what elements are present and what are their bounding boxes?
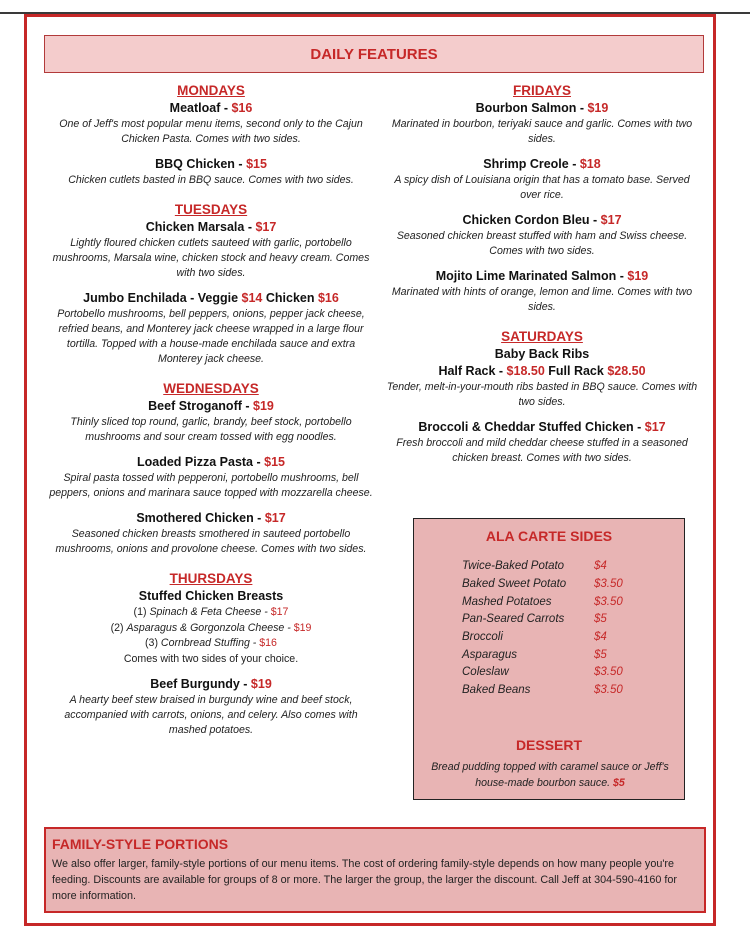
item-name: Meatloaf - [169, 101, 232, 115]
item-price: $15 [246, 157, 267, 171]
full-rack-label: Full Rack [544, 364, 608, 378]
menu-item-bbq-chicken [48, 156, 374, 188]
item-description: Chicken cutlets basted in BBQ sauce. Comes with two sides. [68, 174, 354, 186]
day-heading-saturdays: SATURDAYS [501, 329, 583, 344]
menu-item-smothered-chicken [48, 510, 374, 557]
menu-item-stuffed-chicken-breasts [48, 588, 374, 667]
item-name: BBQ Chicken - [155, 157, 247, 171]
item-price: $17 [255, 220, 277, 234]
item-name: Bourbon Salmon - [475, 101, 588, 115]
day-heading-mondays: MONDAYS [177, 83, 245, 98]
item-name: Beef Burgundy - [150, 676, 251, 691]
menu-item-meatloaf [48, 100, 374, 147]
item-name: Baby Back Ribs [494, 347, 590, 361]
full-rack-price: $28.50 [607, 364, 646, 378]
item-description: Marinated with hints of orange, lemon and lime. Comes with two sides. [391, 286, 693, 313]
ala-carte-sides-panel: ALA CARTE SIDES Twice-Baked Potato $4 Baked Sweet Potato $3.50 Mashed Potatoes $3.50 Pan-Seared Carrots $5 Broccoli $4 Asparagus $5 Coleslaw $3.50 Baked Beans $3.50 DESSERT Bread pudding topped with caramel sauce or Jeff's house-made bourbon sauce. $5 [413, 518, 685, 800]
dessert-description: Bread pudding topped with caramel sauce or Jeff's house-made bourbon sauce. $5 [431, 761, 669, 789]
item-name: Beef Stroganoff - [148, 399, 253, 413]
option-1: (1) Spinach & Feta Cheese - $17 [133, 606, 289, 618]
item-price: $17 [264, 511, 286, 525]
family-style-panel [44, 827, 706, 913]
day-heading-tuesdays: TUESDAYS [174, 202, 248, 217]
chicken-label: Chicken [262, 291, 318, 305]
option-2: (2) Asparagus & Gorgonzola Cheese - $19 [110, 621, 312, 634]
menu-item-jumbo-enchilada [48, 290, 374, 367]
menu-item-loaded-pizza-pasta [48, 454, 374, 501]
item-name: Mojito Lime Marinated Salmon - [435, 269, 628, 283]
menu-item-beef-stroganoff [48, 398, 374, 445]
option-3: (3) Cornbread Stuffing - $16 [145, 637, 277, 649]
item-price: $15 [264, 455, 285, 469]
menu-item-chicken-cordon-bleu [386, 212, 698, 259]
item-description: A hearty beef stew braised in burgundy wine and beef stock, accompanied with carrots, onions, and celery. Also comes with mashed potatoes. [64, 693, 358, 736]
dessert-title: DESSERT [515, 737, 583, 753]
item-price: $18 [579, 157, 601, 171]
item-description: Marinated in bourbon, teriyaki sauce and garlic. Comes with two sides. [391, 118, 693, 145]
chicken-price: $16 [317, 291, 339, 305]
menu-item-chicken-marsala [48, 219, 374, 281]
day-heading-wednesdays: WEDNESDAYS [163, 381, 259, 396]
item-price: $16 [231, 101, 253, 115]
right-column [386, 82, 698, 466]
item-description: Spiral pasta tossed with pepperoni, portobello mushrooms, bell peppers, onions and marinara sauce topped with mozzarella cheese. [49, 472, 373, 499]
item-description: Thinly sliced top round, garlic, brandy, beef stock, portobello mushrooms and sour cream tossed with egg noodles. [70, 416, 352, 443]
item-description: Seasoned chicken breast stuffed with ham and Swiss cheese. Comes with two sides. [396, 230, 688, 257]
item-name: Shrimp Creole - [483, 157, 580, 171]
item-price: $17 [600, 213, 622, 227]
item-name: Smothered Chicken - [136, 511, 265, 525]
menu-item-mojito-lime-salmon [386, 268, 698, 315]
veggie-price: $14 [241, 291, 263, 305]
item-price: $19 [253, 399, 274, 413]
item-description: Fresh broccoli and mild cheddar cheese stuffed in a seasoned chicken breast. Comes with two sides. [396, 437, 688, 464]
day-heading-fridays: FRIDAYS [512, 83, 571, 98]
item-description: Lightly floured chicken cutlets sauteed with garlic, portobello mushrooms, Marsala wine, chicken stock and heavy cream. Comes with two sides. [52, 237, 370, 279]
left-column [48, 82, 374, 738]
item-price: $17 [644, 420, 666, 434]
menu-item-bourbon-salmon [386, 100, 698, 147]
day-heading-thursdays: THURSDAYS [169, 571, 253, 586]
menu-item-beef-burgundy [48, 676, 374, 738]
item-name: Jumbo Enchilada - Veggie [83, 291, 242, 305]
menu-item-baby-back-ribs [386, 346, 698, 410]
family-title: FAMILY-STYLE PORTIONS [52, 836, 229, 852]
item-name: Broccoli & Cheddar Stuffed Chicken - [418, 420, 645, 434]
half-rack-label: Half Rack - [438, 364, 507, 378]
menu-item-shrimp-creole [386, 156, 698, 203]
half-rack-price: $18.50 [506, 364, 545, 378]
item-description: Tender, melt-in-your-mouth ribs basted in BBQ sauce. Comes with two sides. [386, 381, 698, 408]
daily-features-header [44, 35, 704, 73]
item-description: A spicy dish of Louisiana origin that has a tomato base. Served over rice. [394, 174, 690, 201]
page-title: DAILY FEATURES [310, 45, 438, 63]
sides-title: ALA CARTE SIDES [485, 528, 613, 544]
family-text: We also offer larger, family-style portions of our menu items. The cost of ordering family-style depends on how many people you're feeding. Discounts are available for groups of 8 or more. The larger the group, the larger the discount. Call Jeff at 304-590-4160 for more information. [52, 858, 677, 902]
item-note: Comes with two sides of your choice. [123, 652, 299, 665]
item-name: Chicken Marsala - [145, 220, 256, 234]
item-price: $19 [587, 101, 609, 115]
item-name: Loaded Pizza Pasta - [137, 455, 265, 469]
item-description: Portobello mushrooms, bell peppers, onions, pepper jack cheese, refried beans, and Monterey jack cheese wrapped in a large flour tortilla. Topped with a house-made enchilada sauce and extra Monterey jack cheese. [57, 308, 365, 365]
item-price: $19 [627, 269, 649, 283]
item-price: $19 [250, 676, 272, 691]
menu-item-broccoli-cheddar-chicken [386, 419, 698, 466]
item-name: Stuffed Chicken Breasts [138, 589, 284, 603]
item-name: Chicken Cordon Bleu - [462, 213, 601, 227]
item-description: Seasoned chicken breasts smothered in sauteed portobello mushrooms, onions and provolone cheese. Comes with two sides. [55, 528, 367, 555]
item-description: One of Jeff's most popular menu items, second only to the Cajun Chicken Pasta. Comes with two sides. [59, 118, 363, 145]
dessert-price: $5 [613, 777, 625, 789]
